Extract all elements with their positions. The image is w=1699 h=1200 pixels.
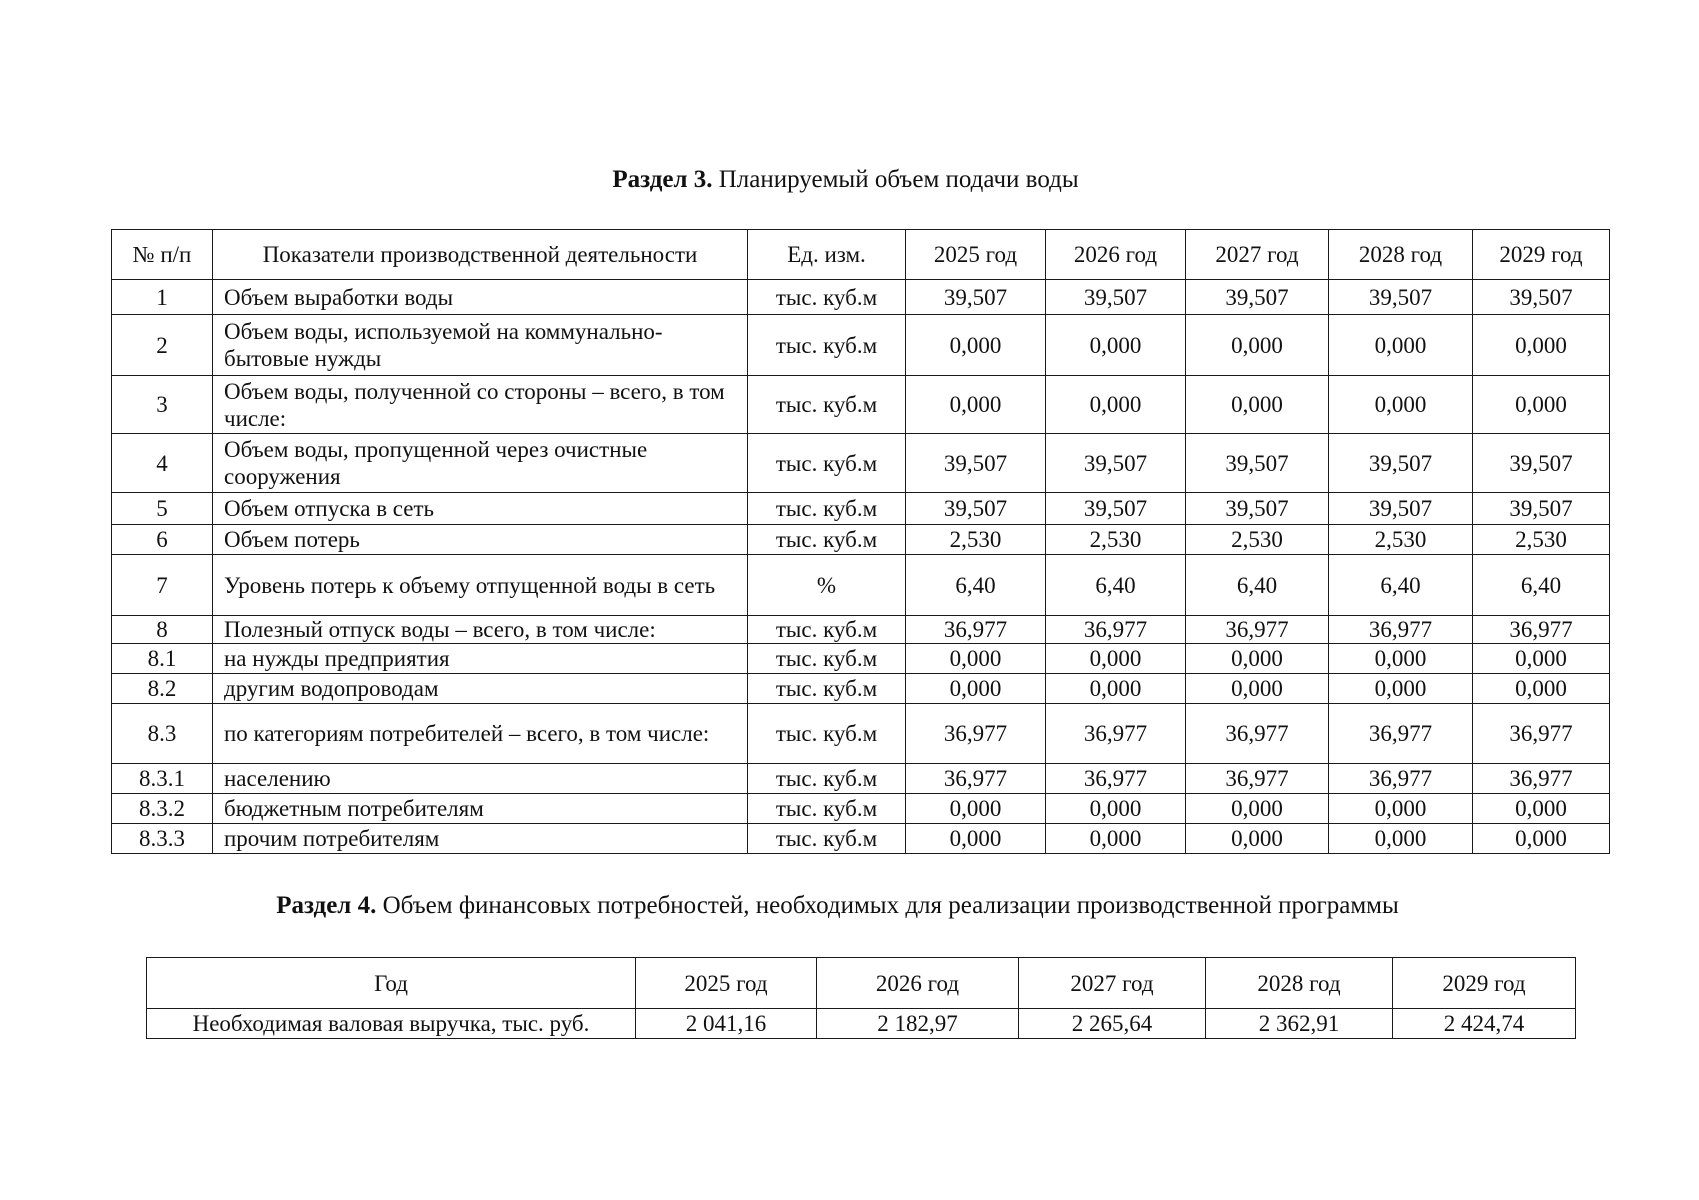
indicator-name: Уровень потерь к объему отпущенной воды в сеть xyxy=(213,555,748,616)
value-2025: 0,000 xyxy=(906,794,1046,824)
table-row xyxy=(112,525,1610,555)
header-num: № п/п xyxy=(112,230,213,280)
value-2028: 39,507 xyxy=(1329,280,1473,315)
header-year-2026: 2026 год xyxy=(1046,230,1186,280)
value-2029: 0,000 xyxy=(1473,644,1610,674)
indicator-name: бюджетным потребителям xyxy=(213,794,748,824)
value-2026: 0,000 xyxy=(1046,644,1186,674)
value-2027: 39,507 xyxy=(1186,280,1329,315)
section-4-heading xyxy=(0,892,1687,920)
value-2025: 39,507 xyxy=(906,280,1046,315)
value-2025: 36,977 xyxy=(906,704,1046,764)
value-2025: 0,000 xyxy=(906,644,1046,674)
revenue-value-2029: 2 424,74 xyxy=(1393,1009,1576,1039)
value-2029: 39,507 xyxy=(1473,493,1610,525)
value-2026: 39,507 xyxy=(1046,434,1186,493)
unit: тыс. куб.м xyxy=(748,434,906,493)
financial-needs-table xyxy=(146,957,1576,1039)
row-number: 2 xyxy=(112,315,213,376)
table-row xyxy=(112,493,1610,525)
unit: тыс. куб.м xyxy=(748,644,906,674)
value-2029: 2,530 xyxy=(1473,525,1610,555)
value-2027: 0,000 xyxy=(1186,674,1329,704)
table-row xyxy=(112,315,1610,376)
value-2025: 39,507 xyxy=(906,493,1046,525)
unit: тыс. куб.м xyxy=(748,616,906,644)
value-2027: 2,530 xyxy=(1186,525,1329,555)
revenue-value-2026: 2 182,97 xyxy=(817,1009,1019,1039)
value-2029: 39,507 xyxy=(1473,280,1610,315)
unit: тыс. куб.м xyxy=(748,525,906,555)
section-3-title: Планируемый объем подачи воды xyxy=(718,166,1079,193)
row-number: 8.3 xyxy=(112,704,213,764)
value-2028: 39,507 xyxy=(1329,434,1473,493)
value-2028: 39,507 xyxy=(1329,493,1473,525)
value-2029: 0,000 xyxy=(1473,674,1610,704)
value-2028: 36,977 xyxy=(1329,616,1473,644)
table-row xyxy=(112,434,1610,493)
unit: тыс. куб.м xyxy=(748,824,906,854)
value-2027: 0,000 xyxy=(1186,824,1329,854)
section-3-label: Раздел 3. xyxy=(612,166,713,193)
table-row xyxy=(112,674,1610,704)
revenue-value-2025: 2 041,16 xyxy=(636,1009,817,1039)
header-indicator: Показатели производственной деятельности xyxy=(213,230,748,280)
header-year-2027: 2027 год xyxy=(1019,958,1206,1009)
value-2029: 36,977 xyxy=(1473,704,1610,764)
value-2029: 0,000 xyxy=(1473,794,1610,824)
value-2029: 0,000 xyxy=(1473,824,1610,854)
value-2028: 0,000 xyxy=(1329,644,1473,674)
table-row xyxy=(112,376,1610,434)
revenue-value-2027: 2 265,64 xyxy=(1019,1009,1206,1039)
table-row xyxy=(112,616,1610,644)
unit: тыс. куб.м xyxy=(748,764,906,794)
row-number: 8.3.1 xyxy=(112,764,213,794)
value-2026: 39,507 xyxy=(1046,493,1186,525)
indicator-name: по категориям потребителей – всего, в том числе: xyxy=(213,704,748,764)
unit: тыс. куб.м xyxy=(748,280,906,315)
value-2025: 36,977 xyxy=(906,764,1046,794)
header-year-2029: 2029 год xyxy=(1473,230,1610,280)
value-2025: 0,000 xyxy=(906,376,1046,434)
value-2028: 2,530 xyxy=(1329,525,1473,555)
header-year-2026: 2026 год xyxy=(817,958,1019,1009)
table-row xyxy=(112,824,1610,854)
row-number: 8 xyxy=(112,616,213,644)
table-row xyxy=(112,555,1610,616)
header-year-2025: 2025 год xyxy=(906,230,1046,280)
unit: тыс. куб.м xyxy=(748,376,906,434)
value-2026: 0,000 xyxy=(1046,794,1186,824)
table-row xyxy=(112,764,1610,794)
value-2029: 0,000 xyxy=(1473,315,1610,376)
unit: тыс. куб.м xyxy=(748,493,906,525)
indicator-name: Полезный отпуск воды – всего, в том числе: xyxy=(213,616,748,644)
unit: тыс. куб.м xyxy=(748,794,906,824)
value-2026: 39,507 xyxy=(1046,280,1186,315)
row-number: 8.2 xyxy=(112,674,213,704)
indicator-name: на нужды предприятия xyxy=(213,644,748,674)
value-2026: 36,977 xyxy=(1046,616,1186,644)
value-2025: 0,000 xyxy=(906,824,1046,854)
indicator-name: Объем воды, полученной со стороны – всего, в том числе: xyxy=(213,376,748,434)
row-number: 4 xyxy=(112,434,213,493)
header-year-2028: 2028 год xyxy=(1206,958,1393,1009)
indicator-name: Объем воды, используемой на коммунально-бытовые нужды xyxy=(213,315,748,376)
indicator-name: прочим потребителям xyxy=(213,824,748,854)
value-2026: 0,000 xyxy=(1046,674,1186,704)
value-2027: 0,000 xyxy=(1186,315,1329,376)
unit: % xyxy=(748,555,906,616)
value-2028: 0,000 xyxy=(1329,376,1473,434)
row-number: 3 xyxy=(112,376,213,434)
value-2025: 0,000 xyxy=(906,674,1046,704)
header-unit: Ед. изм. xyxy=(748,230,906,280)
value-2025: 36,977 xyxy=(906,616,1046,644)
value-2029: 36,977 xyxy=(1473,764,1610,794)
value-2028: 36,977 xyxy=(1329,704,1473,764)
value-2027: 0,000 xyxy=(1186,376,1329,434)
row-number: 8.3.2 xyxy=(112,794,213,824)
header-year-2025: 2025 год xyxy=(636,958,817,1009)
table-row xyxy=(147,1009,1576,1039)
table-row xyxy=(112,644,1610,674)
table-row xyxy=(112,704,1610,764)
revenue-label: Необходимая валовая выручка, тыс. руб. xyxy=(147,1009,636,1039)
section-3-heading xyxy=(0,166,1695,194)
value-2026: 0,000 xyxy=(1046,315,1186,376)
value-2027: 36,977 xyxy=(1186,704,1329,764)
row-number: 5 xyxy=(112,493,213,525)
unit: тыс. куб.м xyxy=(748,315,906,376)
table-header-row xyxy=(147,958,1576,1009)
value-2025: 6,40 xyxy=(906,555,1046,616)
indicator-name: Объем воды, пропущенной через очистные сооружения xyxy=(213,434,748,493)
unit: тыс. куб.м xyxy=(748,674,906,704)
header-year: Год xyxy=(147,958,636,1009)
header-year-2028: 2028 год xyxy=(1329,230,1473,280)
value-2026: 36,977 xyxy=(1046,704,1186,764)
section-4-title: Объем финансовых потребностей, необходимых для реализации производственной программы xyxy=(382,892,1399,919)
table-row xyxy=(112,280,1610,315)
indicator-name: Объем отпуска в сеть xyxy=(213,493,748,525)
value-2027: 6,40 xyxy=(1186,555,1329,616)
header-year-2029: 2029 год xyxy=(1393,958,1576,1009)
indicator-name: населению xyxy=(213,764,748,794)
value-2029: 6,40 xyxy=(1473,555,1610,616)
row-number: 8.3.3 xyxy=(112,824,213,854)
value-2026: 2,530 xyxy=(1046,525,1186,555)
value-2027: 36,977 xyxy=(1186,616,1329,644)
unit: тыс. куб.м xyxy=(748,704,906,764)
value-2027: 0,000 xyxy=(1186,644,1329,674)
value-2027: 0,000 xyxy=(1186,794,1329,824)
table-header-row xyxy=(112,230,1610,280)
value-2028: 0,000 xyxy=(1329,824,1473,854)
value-2026: 0,000 xyxy=(1046,824,1186,854)
revenue-value-2028: 2 362,91 xyxy=(1206,1009,1393,1039)
value-2027: 36,977 xyxy=(1186,764,1329,794)
value-2025: 39,507 xyxy=(906,434,1046,493)
value-2029: 0,000 xyxy=(1473,376,1610,434)
header-year-2027: 2027 год xyxy=(1186,230,1329,280)
water-supply-table xyxy=(111,229,1610,854)
value-2025: 0,000 xyxy=(906,315,1046,376)
value-2027: 39,507 xyxy=(1186,493,1329,525)
value-2027: 39,507 xyxy=(1186,434,1329,493)
indicator-name: Объем выработки воды xyxy=(213,280,748,315)
row-number: 7 xyxy=(112,555,213,616)
value-2028: 0,000 xyxy=(1329,674,1473,704)
value-2025: 2,530 xyxy=(906,525,1046,555)
section-4-label: Раздел 4. xyxy=(276,892,377,919)
row-number: 8.1 xyxy=(112,644,213,674)
value-2029: 39,507 xyxy=(1473,434,1610,493)
value-2028: 0,000 xyxy=(1329,794,1473,824)
indicator-name: Объем потерь xyxy=(213,525,748,555)
value-2026: 36,977 xyxy=(1046,764,1186,794)
row-number: 1 xyxy=(112,280,213,315)
value-2028: 0,000 xyxy=(1329,315,1473,376)
value-2028: 36,977 xyxy=(1329,764,1473,794)
indicator-name: другим водопроводам xyxy=(213,674,748,704)
value-2028: 6,40 xyxy=(1329,555,1473,616)
row-number: 6 xyxy=(112,525,213,555)
value-2026: 0,000 xyxy=(1046,376,1186,434)
value-2029: 36,977 xyxy=(1473,616,1610,644)
value-2026: 6,40 xyxy=(1046,555,1186,616)
table-row xyxy=(112,794,1610,824)
